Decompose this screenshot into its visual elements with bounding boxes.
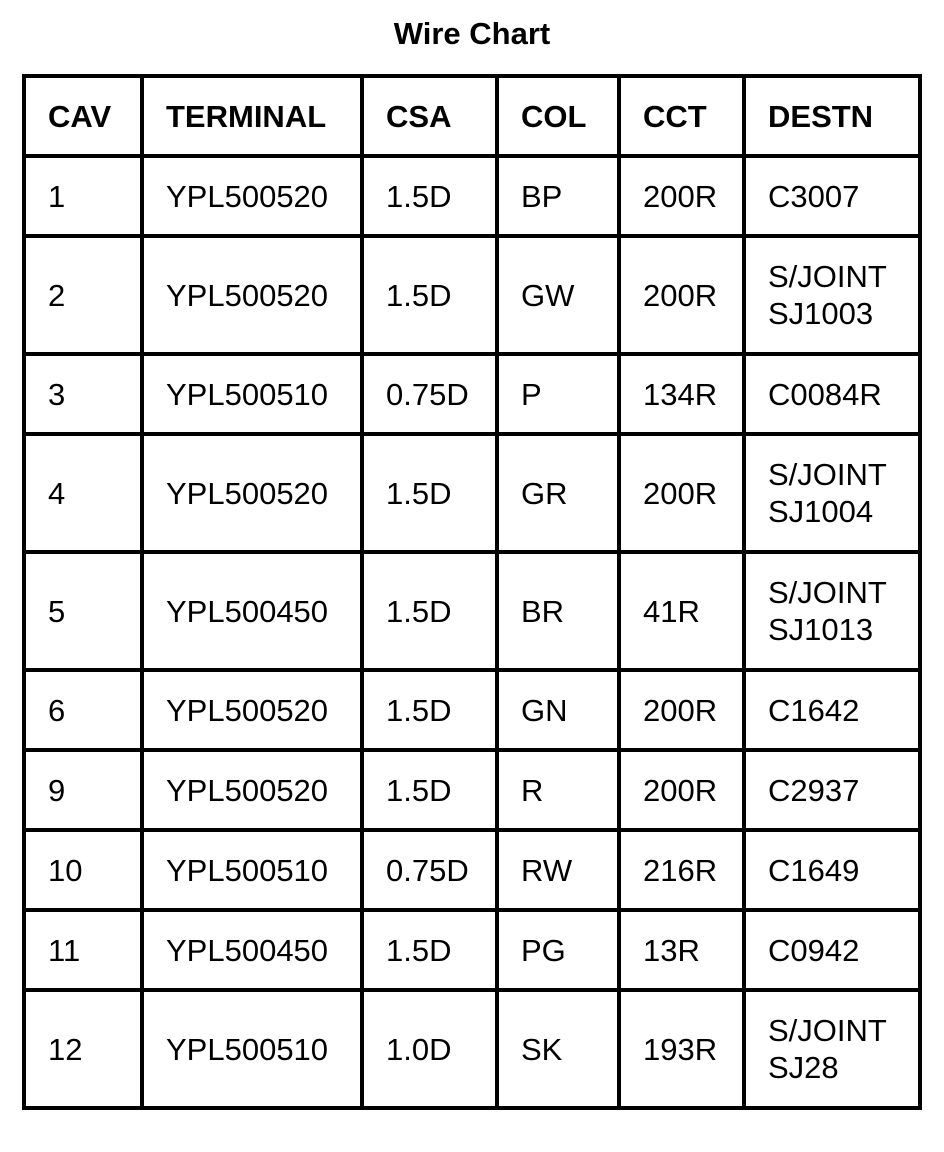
- col-cell: P: [497, 354, 619, 434]
- col-cell: GN: [497, 670, 619, 750]
- cav-cell: 11: [24, 910, 142, 990]
- csa-cell: 1.5D: [362, 670, 497, 750]
- cav-cell: 6: [24, 670, 142, 750]
- cav-cell: 12: [24, 990, 142, 1108]
- cav-cell: 5: [24, 552, 142, 670]
- column-header-col: COL: [497, 76, 619, 156]
- destn-cell: C2937: [744, 750, 920, 830]
- column-header-csa: CSA: [362, 76, 497, 156]
- col-cell: PG: [497, 910, 619, 990]
- cct-cell: 200R: [619, 750, 744, 830]
- destn-cell: C3007: [744, 156, 920, 236]
- terminal-cell: YPL500520: [142, 236, 362, 354]
- cav-cell: 2: [24, 236, 142, 354]
- terminal-cell: YPL500450: [142, 910, 362, 990]
- csa-cell: 1.5D: [362, 434, 497, 552]
- destn-cell: C1649: [744, 830, 920, 910]
- destn-cell: S/JOINT SJ1013: [744, 552, 920, 670]
- column-header-cav: CAV: [24, 76, 142, 156]
- destn-cell: C0942: [744, 910, 920, 990]
- cct-cell: 200R: [619, 236, 744, 354]
- col-cell: RW: [497, 830, 619, 910]
- header-row: [24, 76, 920, 156]
- table-row: [24, 990, 920, 1108]
- table-row: [24, 236, 920, 354]
- col-cell: R: [497, 750, 619, 830]
- csa-cell: 1.5D: [362, 910, 497, 990]
- table-row: [24, 552, 920, 670]
- destn-cell: S/JOINT SJ28: [744, 990, 920, 1108]
- cct-cell: 200R: [619, 670, 744, 750]
- csa-cell: 1.5D: [362, 156, 497, 236]
- column-header-terminal: TERMINAL: [142, 76, 362, 156]
- cct-cell: 41R: [619, 552, 744, 670]
- col-cell: GR: [497, 434, 619, 552]
- cct-cell: 134R: [619, 354, 744, 434]
- terminal-cell: YPL500520: [142, 750, 362, 830]
- destn-cell: S/JOINT SJ1004: [744, 434, 920, 552]
- terminal-cell: YPL500520: [142, 434, 362, 552]
- csa-cell: 1.5D: [362, 750, 497, 830]
- table-row: [24, 910, 920, 990]
- terminal-cell: YPL500510: [142, 830, 362, 910]
- cav-cell: 9: [24, 750, 142, 830]
- table-row: [24, 354, 920, 434]
- csa-cell: 1.5D: [362, 552, 497, 670]
- cav-cell: 1: [24, 156, 142, 236]
- page-title: Wire Chart: [393, 16, 551, 51]
- cav-cell: 3: [24, 354, 142, 434]
- cct-cell: 193R: [619, 990, 744, 1108]
- col-cell: BR: [497, 552, 619, 670]
- destn-cell: S/JOINT SJ1003: [744, 236, 920, 354]
- table-row: [24, 156, 920, 236]
- table-row: [24, 830, 920, 910]
- col-cell: BP: [497, 156, 619, 236]
- terminal-cell: YPL500520: [142, 156, 362, 236]
- terminal-cell: YPL500510: [142, 354, 362, 434]
- cct-cell: 216R: [619, 830, 744, 910]
- terminal-cell: YPL500520: [142, 670, 362, 750]
- terminal-cell: YPL500450: [142, 552, 362, 670]
- col-cell: SK: [497, 990, 619, 1108]
- table-row: [24, 434, 920, 552]
- destn-cell: C0084R: [744, 354, 920, 434]
- terminal-cell: YPL500510: [142, 990, 362, 1108]
- csa-cell: 0.75D: [362, 830, 497, 910]
- wire-chart-table: [22, 74, 922, 1110]
- cav-cell: 10: [24, 830, 142, 910]
- cct-cell: 200R: [619, 434, 744, 552]
- col-cell: GW: [497, 236, 619, 354]
- column-header-destn: DESTN: [744, 76, 920, 156]
- cct-cell: 13R: [619, 910, 744, 990]
- table-row: [24, 750, 920, 830]
- destn-cell: C1642: [744, 670, 920, 750]
- table-row: [24, 670, 920, 750]
- column-header-cct: CCT: [619, 76, 744, 156]
- cav-cell: 4: [24, 434, 142, 552]
- cct-cell: 200R: [619, 156, 744, 236]
- csa-cell: 1.5D: [362, 236, 497, 354]
- csa-cell: 1.0D: [362, 990, 497, 1108]
- csa-cell: 0.75D: [362, 354, 497, 434]
